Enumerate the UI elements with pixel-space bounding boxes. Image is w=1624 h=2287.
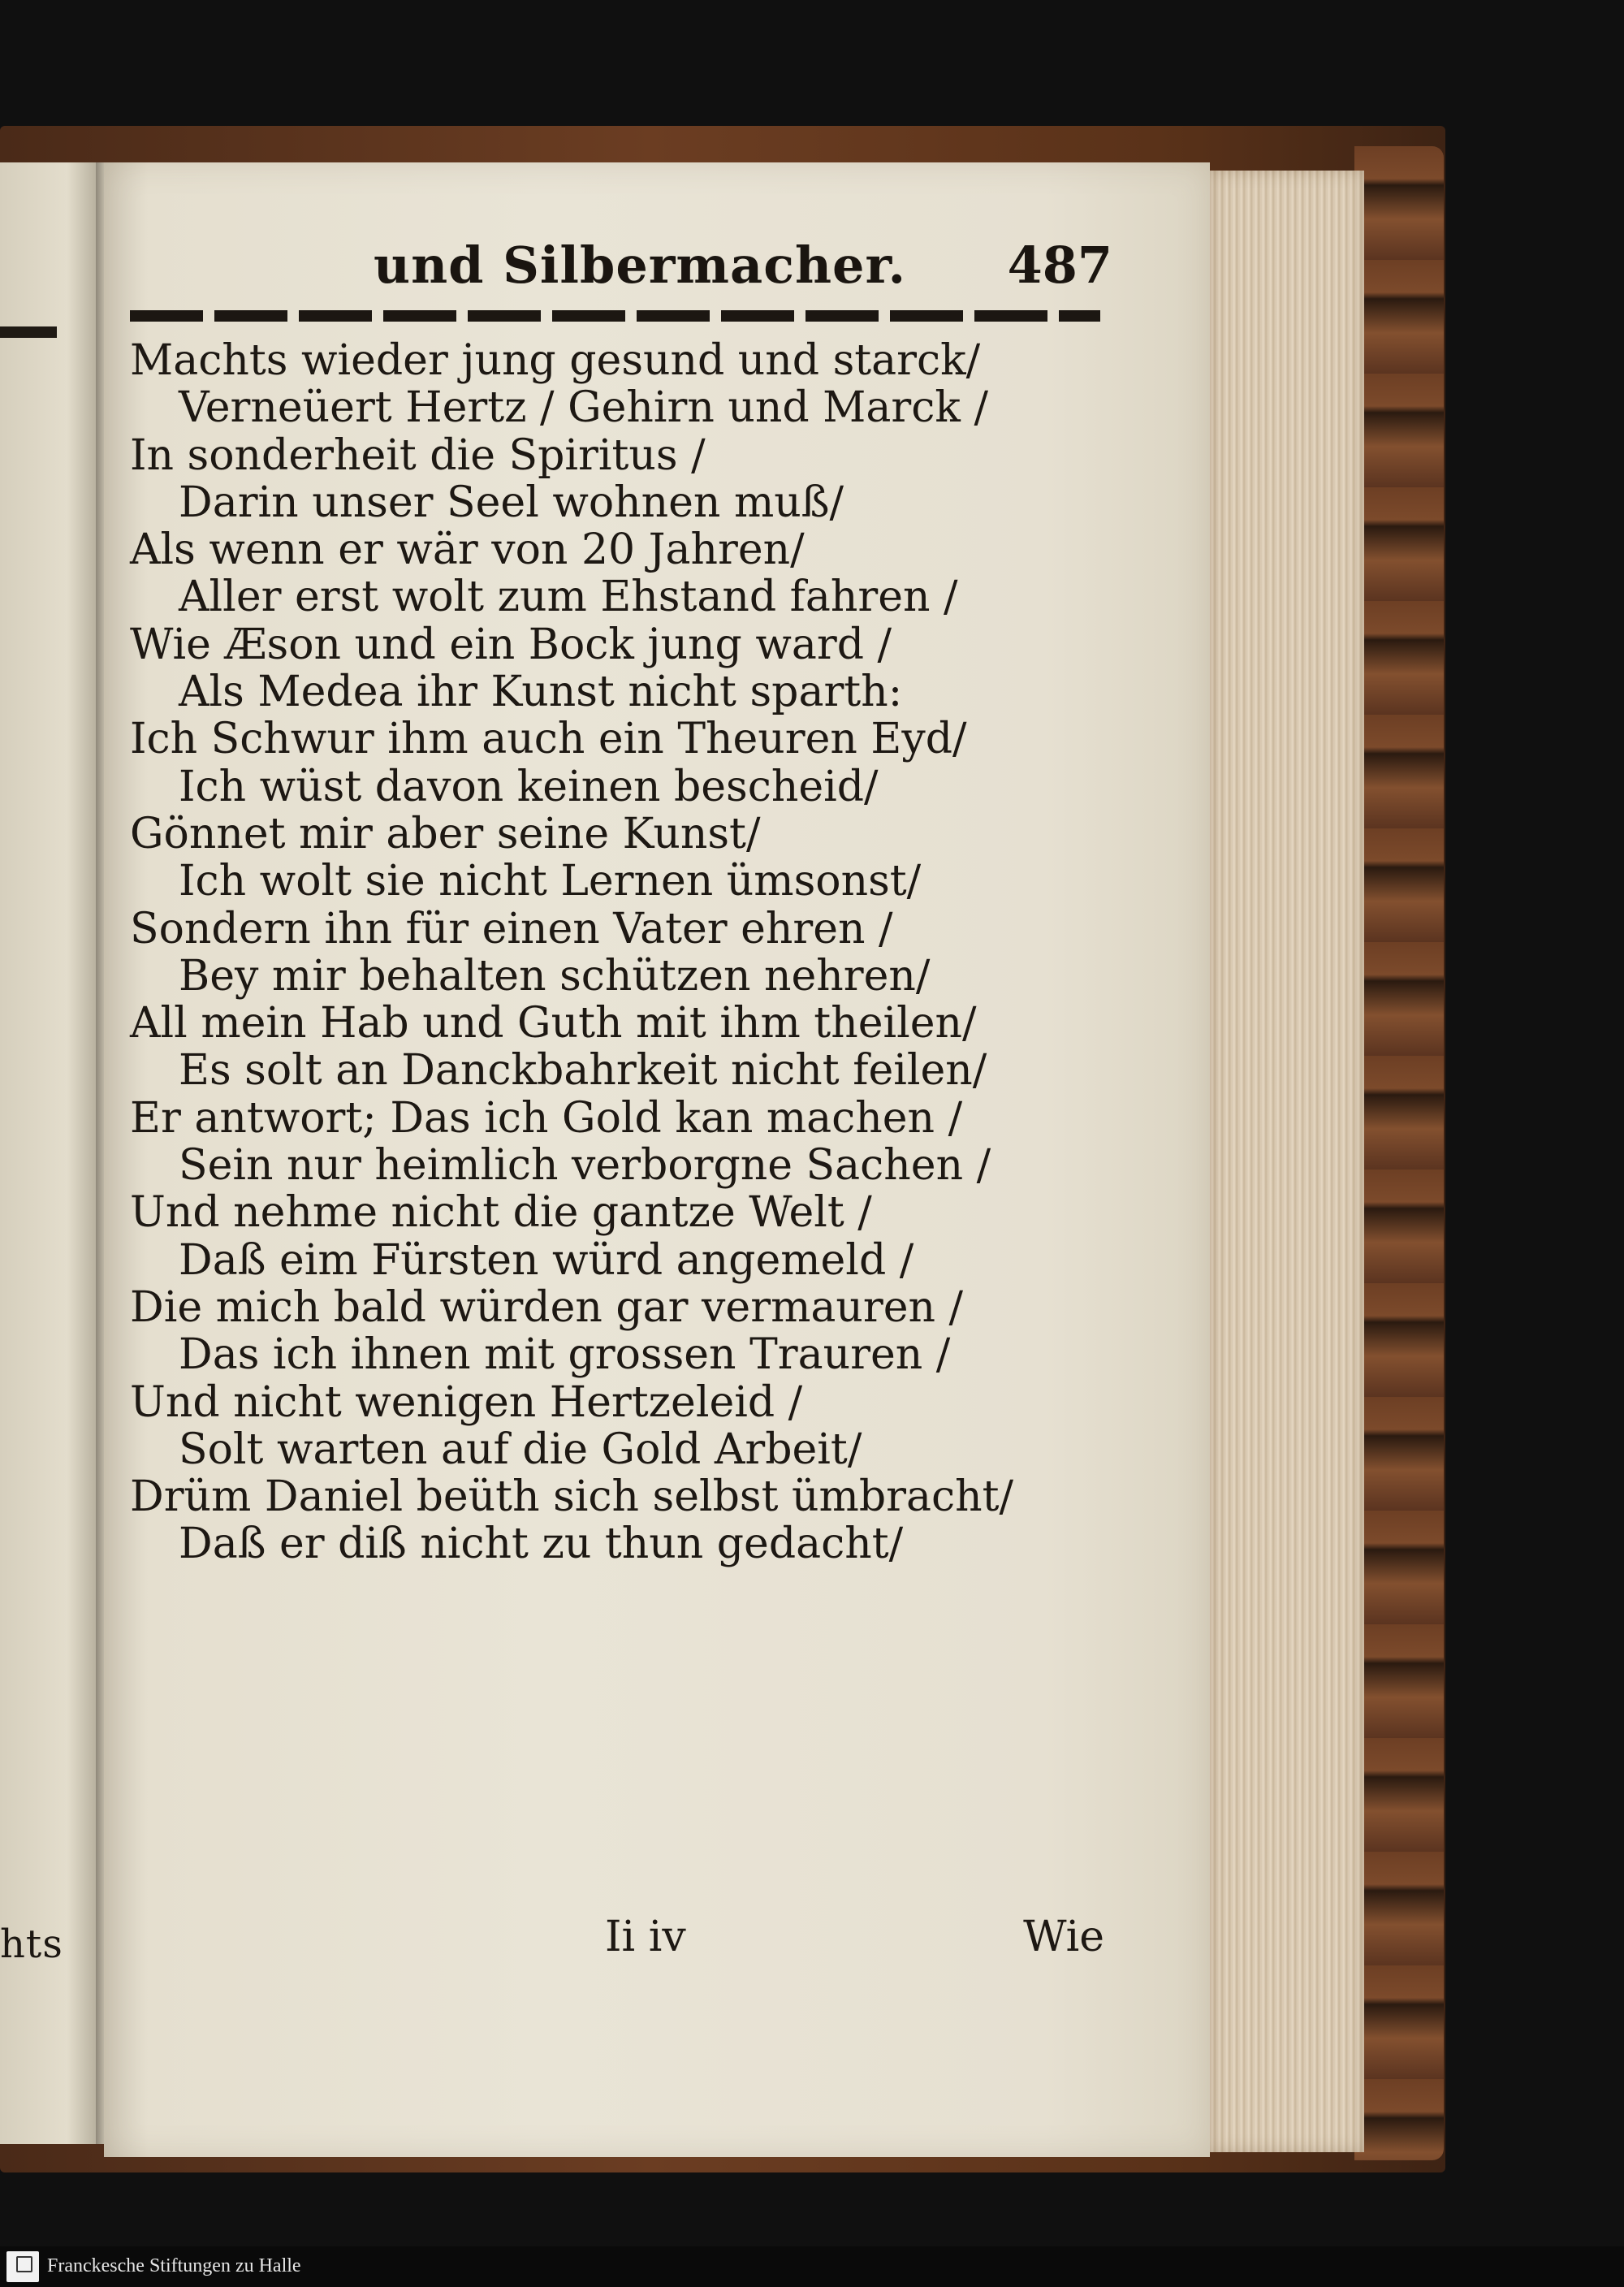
signature-mark: Ii iv: [605, 1913, 686, 1961]
verse-line: Solt warten auf die Gold Arbeit/: [179, 1425, 862, 1474]
verse-line: Ich wolt sie nicht Lernen ümsonst/: [179, 857, 922, 906]
verse-line: Darin unser Seel wohnen muß/: [179, 478, 844, 527]
verse-line: Sein nur heimlich verborgne Sachen /: [179, 1141, 991, 1191]
verse-line: Ich wüst davon keinen bescheid/: [179, 762, 879, 811]
catchword: Wie: [1023, 1913, 1104, 1961]
running-head: und Silbermacher.: [374, 236, 907, 295]
attribution-text: Franckesche Stiftungen zu Halle: [47, 2255, 301, 2276]
verse-line: Er antwort; Das ich Gold kan machen /: [130, 1093, 963, 1143]
left-page-rule: [0, 326, 57, 338]
verse-line: Machts wieder jung gesund und starck/: [130, 336, 981, 385]
verse-line: Drüm Daniel beüth sich selbst ümbracht/: [130, 1472, 1014, 1522]
franckesche-stiftungen-logo-icon: [6, 2251, 39, 2282]
verse-line: Gönnet mir aber seine Kunst/: [130, 809, 761, 858]
verse-line: Daß eim Fürsten würd angemeld /: [179, 1235, 914, 1285]
verse-line: Ich Schwur ihm auch ein Theuren Eyd/: [130, 715, 967, 764]
verse-line: Als wenn er wär von 20 Jahren/: [130, 525, 805, 575]
page-number: 487: [1007, 236, 1112, 295]
verse-text: [130, 337, 1186, 1568]
left-page: [0, 162, 96, 2144]
verse-line: Und nehme nicht die gantze Welt /: [130, 1188, 872, 1238]
verse-line: Wie Æson und ein Bock jung ward /: [130, 620, 892, 669]
page-header: [130, 236, 1112, 309]
verse-line: Aller erst wolt zum Ehstand fahren /: [179, 573, 958, 622]
left-page-catchword: hts: [0, 1922, 63, 1967]
verse-line: Bey mir behalten schützen nehren/: [179, 951, 931, 1001]
verse-line: Verneüert Hertz / Gehirn und Marck /: [179, 383, 988, 433]
page-footer: [130, 1913, 1104, 1978]
verse-line: Als Medea ihr Kunst nicht sparth:: [179, 668, 903, 717]
header-rule: [130, 310, 1100, 322]
verse-line: In sonderheit die Spiritus /: [130, 430, 706, 480]
page-edges: [1210, 171, 1364, 2152]
verse-line: Daß er diß nicht zu thun gedacht/: [179, 1520, 904, 1569]
verse-line: Es solt an Danckbahrkeit nicht feilen/: [179, 1046, 987, 1096]
verse-line: All mein Hab und Guth mit ihm theilen/: [130, 999, 977, 1048]
verse-line: Das ich ihnen mit grossen Trauren /: [179, 1330, 951, 1380]
attribution-bar: [0, 2246, 1624, 2287]
verse-line: Und nicht wenigen Hertzeleid /: [130, 1377, 803, 1427]
verse-line: Sondern ihn für einen Vater ehren /: [130, 904, 893, 953]
book-spine-edge: [1354, 146, 1444, 2160]
verse-line: Die mich bald würden gar vermauren /: [130, 1282, 964, 1332]
